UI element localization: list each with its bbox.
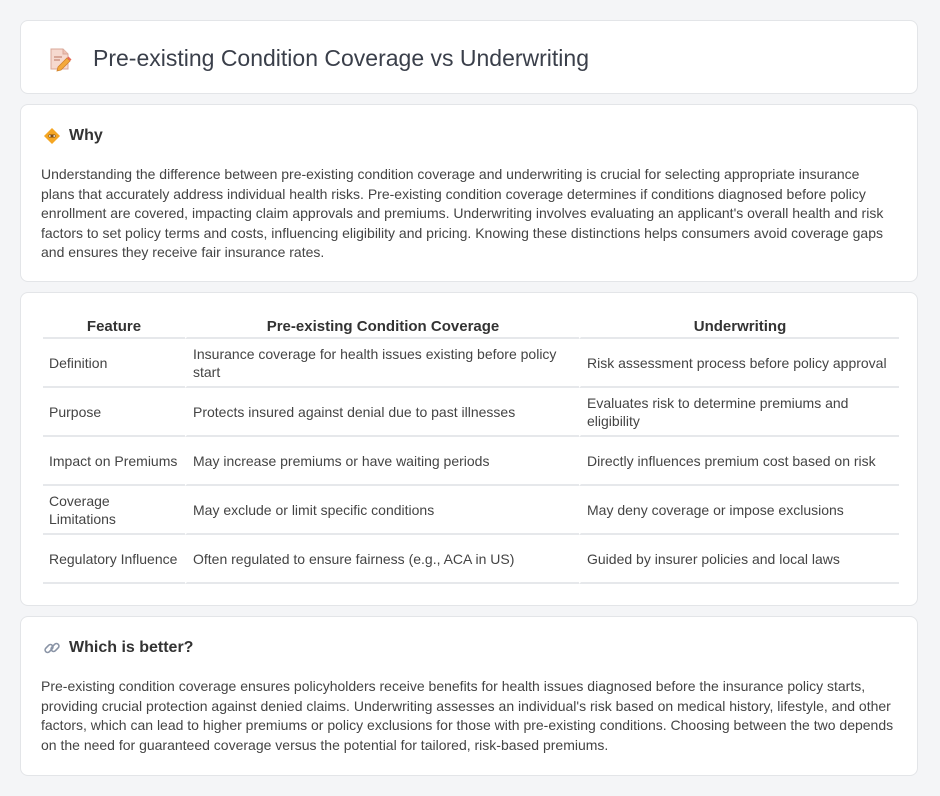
header-pre-existing: Pre-existing Condition Coverage bbox=[185, 315, 579, 339]
page-title: Pre-existing Condition Coverage vs Underwriting bbox=[93, 45, 590, 71]
cell-pre-existing: Insurance coverage for health issues existing before policy start bbox=[185, 339, 579, 388]
table-row bbox=[43, 486, 899, 535]
cell-underwriting: Directly influences premium cost based on risk bbox=[579, 437, 899, 486]
cell-underwriting: May deny coverage or impose exclusions bbox=[579, 486, 899, 535]
link-icon bbox=[43, 639, 61, 657]
table-row bbox=[43, 339, 899, 388]
table-header-row bbox=[43, 315, 899, 339]
table-row bbox=[43, 388, 899, 437]
title-card bbox=[20, 20, 918, 94]
cell-pre-existing: Protects insured against denial due to past illnesses bbox=[185, 388, 579, 437]
header-underwriting: Underwriting bbox=[579, 315, 899, 339]
cell-feature: Coverage Limitations bbox=[43, 486, 185, 535]
diamond-warning-icon bbox=[43, 127, 61, 145]
header-feature: Feature bbox=[43, 315, 185, 339]
cell-feature: Definition bbox=[43, 339, 185, 388]
cell-pre-existing: May increase premiums or have waiting periods bbox=[185, 437, 579, 486]
cell-feature: Regulatory Influence bbox=[43, 535, 185, 584]
why-heading: Why bbox=[69, 127, 103, 144]
cell-pre-existing: May exclude or limit specific conditions bbox=[185, 486, 579, 535]
cell-feature: Purpose bbox=[43, 388, 185, 437]
cell-pre-existing: Often regulated to ensure fairness (e.g., ACA in US) bbox=[185, 535, 579, 584]
why-paragraph: Understanding the difference between pre-existing condition coverage and underwriting is crucial for selecting appropriate insurance plans that accurately address individual health risks. Pre-existing condition coverage determines if conditions diagnosed before policy enrollment are covered, impacting claim approvals and premiums. Underwriting involves evaluating an applicant's overall health and risk factors to set policy terms and costs, influencing eligibility and pricing. Knowing these distinctions helps consumers avoid coverage gaps and ensures they receive fair insurance rates. bbox=[41, 166, 884, 261]
table-row bbox=[43, 535, 899, 584]
which-is-better-section bbox=[20, 616, 918, 776]
which-is-better-heading: Which is better? bbox=[69, 639, 194, 656]
cell-feature: Impact on Premiums bbox=[43, 437, 185, 486]
comparison-card bbox=[20, 292, 918, 606]
comparison-table bbox=[43, 315, 899, 584]
cell-underwriting: Risk assessment process before policy approval bbox=[579, 339, 899, 388]
which-is-better-paragraph: Pre-existing condition coverage ensures policyholders receive benefits for health issues diagnosed before the insurance policy starts, providing crucial protection against denied claims. Underwriting assesses an individual's risk based on medical history, lifestyle, and other factors, which can lead to higher premiums or policy exclusions for those with pre-existing conditions. Choosing between the two depends on the need for guaranteed coverage versus the potential for tailored, risk-based premiums. bbox=[41, 678, 894, 753]
cell-underwriting: Evaluates risk to determine premiums and eligibility bbox=[579, 388, 899, 437]
cell-underwriting: Guided by insurer policies and local laws bbox=[579, 535, 899, 584]
table-row bbox=[43, 437, 899, 486]
why-section bbox=[20, 104, 918, 282]
document-pencil-icon bbox=[47, 46, 73, 72]
